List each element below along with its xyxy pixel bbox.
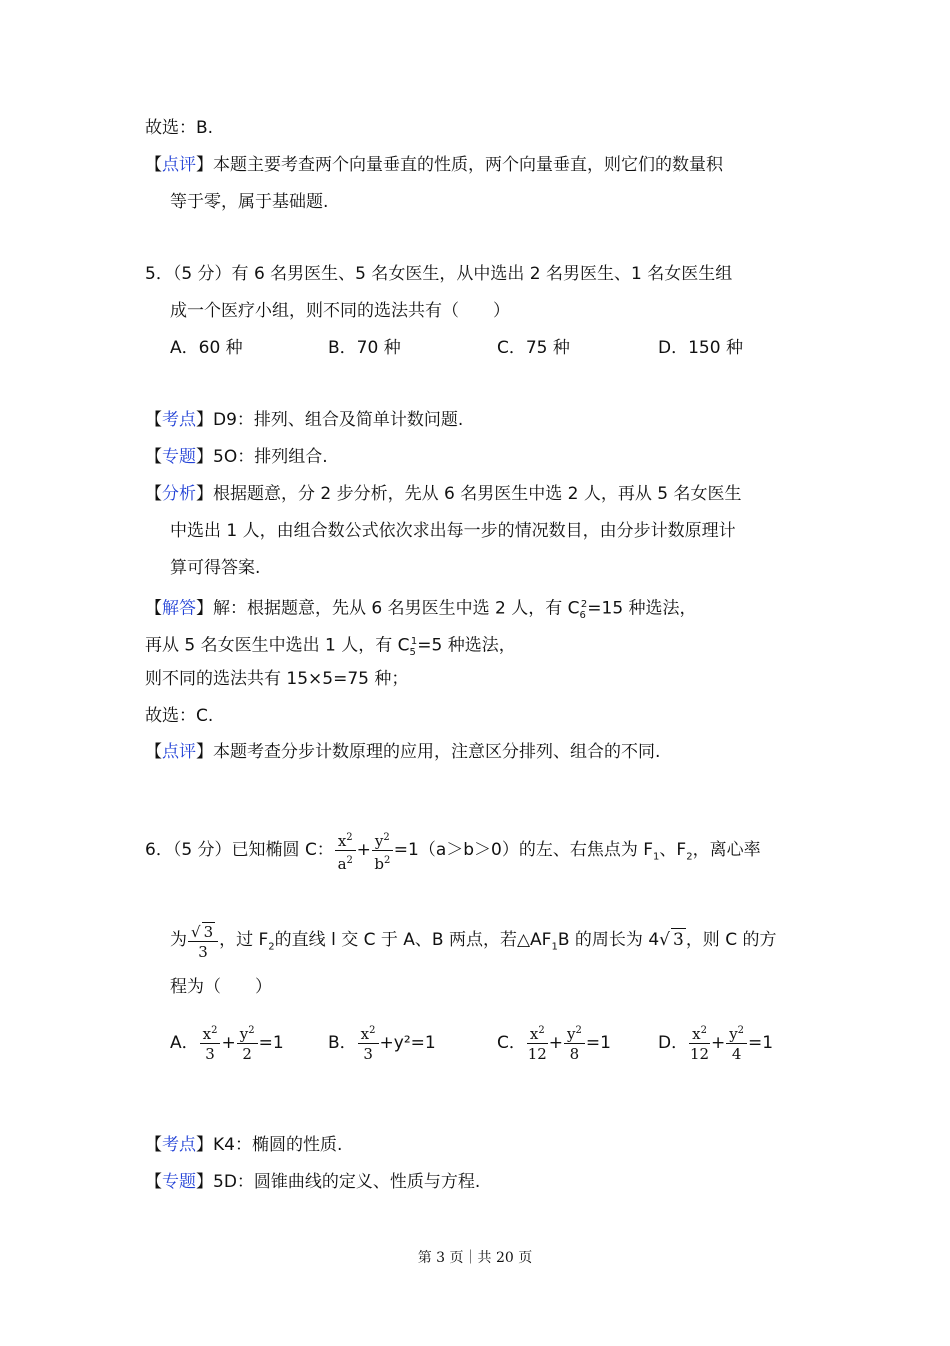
dianping-text: 本题考查分步计数原理的应用，注意区分排列、组合的不同.	[213, 742, 661, 762]
q6-stem-cont2: 程为（ ）	[170, 977, 272, 997]
q5-stem-cont: 成一个医疗小组，则不同的选法共有（ ）	[170, 301, 510, 321]
fenxi-text: 根据题意，分 2 步分析，先从 6 名男医生中选 2 人，再从 5 名女医生	[213, 484, 742, 504]
fraction: $\frac{x^2}{3}$	[200, 1022, 221, 1064]
q6-stem-cont: 为 $\frac{√ 3}{3}$ ，过 $F_2$的直线 l 交 C 于 A、B 两点，若$\triangle AF_1B$ 的周长为 4√ 3 ，则 C 的方	[170, 923, 777, 961]
fraction: $\frac{x^2}{12}$	[527, 1022, 548, 1064]
jieda-text-b: =5 种选法，	[417, 635, 516, 656]
fraction: $\frac{x^2}{12}$	[689, 1022, 710, 1064]
q5-dianping: 【点评】本题考查分步计数原理的应用，注意区分排列、组合的不同.	[145, 742, 661, 762]
zhuanti-tag: 专题	[162, 447, 196, 467]
fraction: $\frac{y^2}{4}$	[726, 1022, 747, 1064]
q5-fenxi: 【分析】根据题意，分 2 步分析，先从 6 名男医生中选 2 人，再从 5 名女医生	[145, 484, 742, 504]
q6-stem-text: ，则 C 的方	[685, 930, 777, 950]
fraction-sqrt3-over-3: $\frac{√ 3}{3}$	[188, 922, 218, 962]
q6-stem-text: ，过 F	[219, 930, 269, 950]
zhuanti-text: 5O：排列组合.	[213, 447, 328, 467]
q6-option-b	[328, 1022, 436, 1064]
comment-text: 本题主要考查两个向量垂直的性质，两个向量垂直，则它们的数量积	[213, 155, 723, 175]
fraction-y2-b2: $\frac{y^2}{b^2}$	[372, 829, 393, 874]
dianping-tag: 点评	[162, 742, 196, 762]
q5-option-b: B．70 种	[328, 338, 401, 358]
q6-option-a: A． $\frac{x^2}{3}$ + $\frac{y^2}{2}$ =1	[170, 1022, 284, 1064]
q6-stem-text: ，离心率	[692, 840, 761, 860]
q5-jieda: 【解答】解：根据题意，先从 6 名男医生中选 2 人，有 $C_6^2=15$ 种选法，	[145, 598, 697, 622]
option-label: C．	[497, 1033, 526, 1053]
kaodian-tag: 考点	[162, 410, 196, 430]
page-footer: 第 3 页｜共 20 页	[417, 1250, 533, 1266]
comment-tag: 点评	[162, 155, 196, 175]
kaodian-text: D9：排列、组合及简单计数问题.	[213, 410, 464, 430]
fraction: $\frac{y^2}{2}$	[237, 1022, 258, 1064]
fraction: $\frac{x^2}{3}$	[358, 1022, 379, 1064]
answer-line: 故选：B.	[145, 118, 214, 138]
zhuanti-tag: 专题	[162, 1172, 196, 1192]
fraction-x2-a2: $\frac{x^2}{a^2}$	[335, 829, 356, 874]
q6-stem: 6．（5 分）已知椭圆 C： $\frac{x^2}{a^2}$ + $\frac{y^2}{b^2}$ =1（a＞b＞0）的左、右焦点为 $F_1$、$F_2$，离心率	[145, 829, 761, 874]
q5-jieda-line4: 故选：C.	[145, 706, 214, 726]
q5-jieda-line2: 再从 5 名女医生中选出 1 人，有 $C_5^1=5$ 种选法，	[145, 635, 516, 659]
option-label: A．	[170, 1033, 199, 1053]
jieda-text-b: =15 种选法，	[587, 598, 697, 619]
option-tail: +y²=1	[379, 1033, 436, 1053]
q5-option-c: C．75 种	[497, 338, 570, 358]
option-label: D．	[658, 1033, 689, 1053]
q6-stem-text: B 的周长为 4	[557, 930, 660, 950]
q5-zhuanti: 【专题】5O：排列组合.	[145, 447, 328, 467]
jieda-tag: 解答	[162, 598, 196, 619]
zhuanti-text: 5D：圆锥曲线的定义、性质与方程.	[213, 1172, 481, 1192]
q6-option-c: C． $\frac{x^2}{12}$ + $\frac{y^2}{8}$ =1	[497, 1022, 611, 1064]
q6-zhuanti: 【专题】5D：圆锥曲线的定义、性质与方程.	[145, 1172, 481, 1192]
q5-stem: 5．（5 分）有 6 名男医生、5 名女医生，从中选出 2 名男医生、1 名女医生组	[145, 264, 733, 284]
kaodian-tag: 考点	[162, 1135, 196, 1155]
comment-line: 【点评】本题主要考查两个向量垂直的性质，两个向量垂直，则它们的数量积	[145, 155, 723, 175]
fraction: $\frac{y^2}{8}$	[564, 1022, 585, 1064]
kaodian-text: K4：椭圆的性质.	[213, 1135, 343, 1155]
q6-stem-text: 、F	[659, 840, 687, 860]
comment-text-cont: 等于零，属于基础题.	[170, 192, 329, 212]
q5-kaodian: 【考点】D9：排列、组合及简单计数问题.	[145, 410, 464, 430]
jieda-text: 再从 5 名女医生中选出 1 人，有 C	[145, 635, 410, 656]
q5-jieda-line3: 则不同的选法共有 15×5=75 种；	[145, 669, 409, 689]
option-label: B．	[328, 1033, 357, 1053]
q6-kaodian: 【考点】K4：椭圆的性质.	[145, 1135, 343, 1155]
q5-fenxi-cont: 中选出 1 人，由组合数公式依次求出每一步的情况数目，由分步计数原理计	[170, 521, 736, 541]
q6-stem-text: =1（a＞b＞0）的左、右焦点为 F	[393, 840, 654, 860]
q5-fenxi-cont2: 算可得答案.	[170, 558, 261, 578]
q6-stem-text: 的直线 l 交 C 于 A、B 两点，若△AF	[274, 930, 552, 950]
fenxi-tag: 分析	[162, 484, 196, 504]
jieda-text: 解：根据题意，先从 6 名男医生中选 2 人，有 C	[213, 598, 580, 619]
q5-option-a: A．60 种	[170, 338, 243, 358]
q6-option-d: D． $\frac{x^2}{12}$ + $\frac{y^2}{4}$ =1	[658, 1022, 773, 1064]
q5-option-d: D．150 种	[658, 338, 743, 358]
q6-stem-text: 为	[170, 930, 187, 950]
q6-stem-text: 6．（5 分）已知椭圆 C：	[145, 840, 334, 860]
